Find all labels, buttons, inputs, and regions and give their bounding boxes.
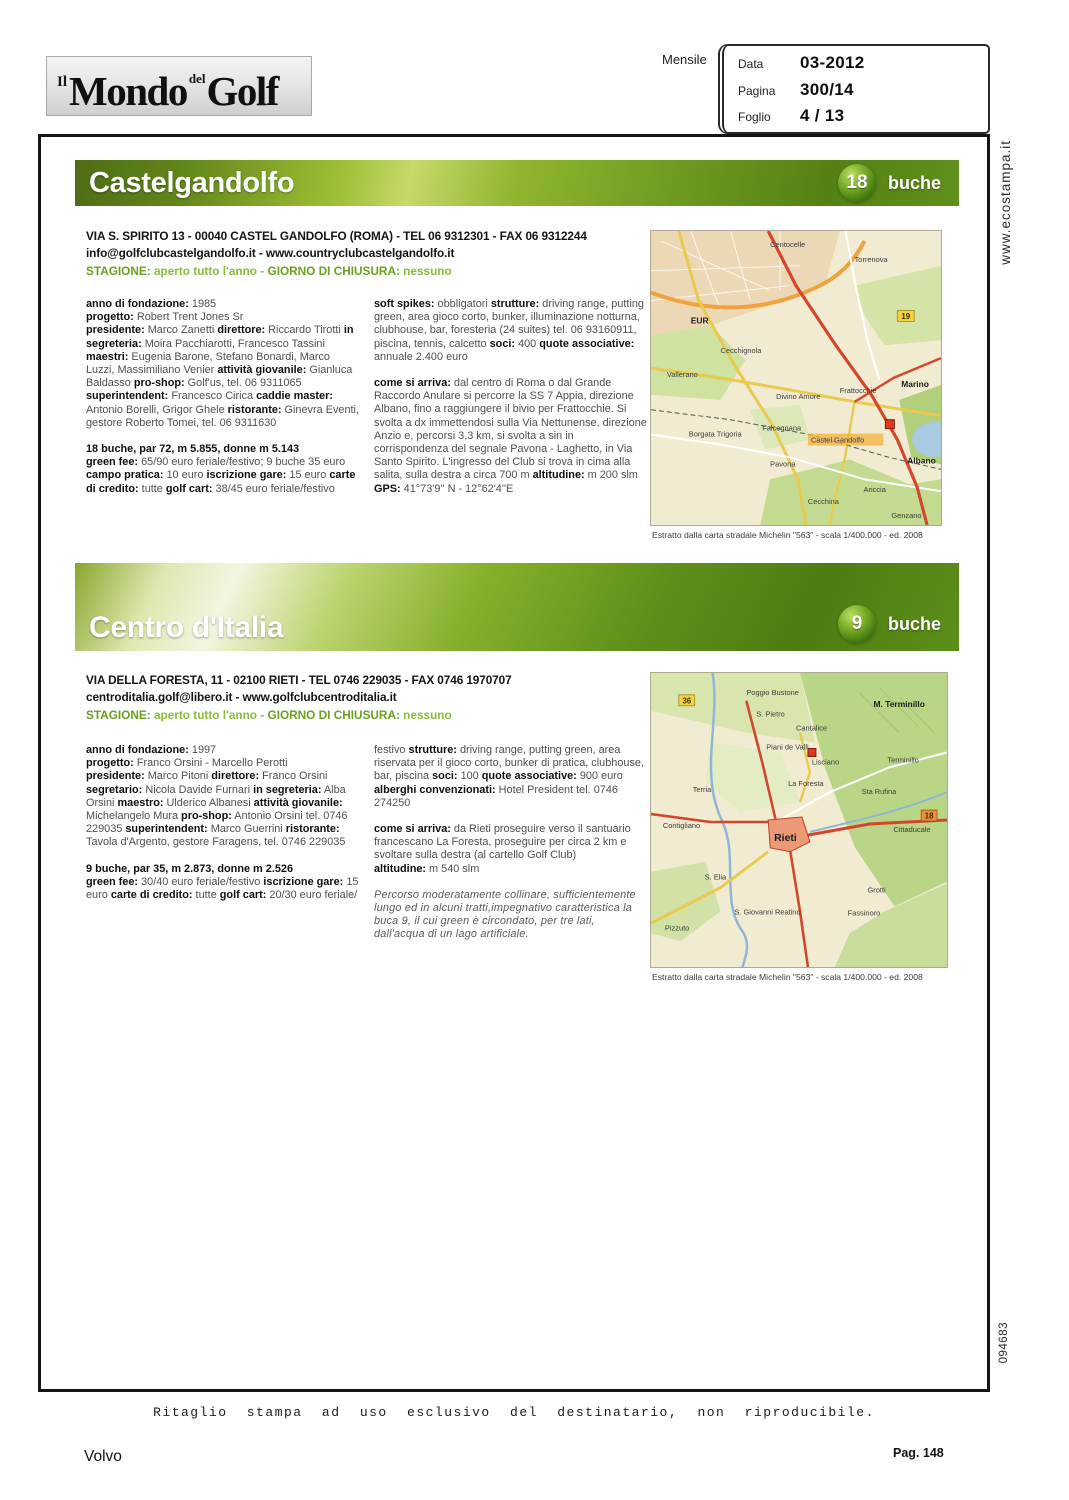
map-label: Contigliano [662,820,701,830]
map-label: Terria [692,785,712,795]
contact-block-centro-italia [86,672,512,724]
golf-club-marker [885,420,894,429]
section-title: Castelgandolfo [89,167,295,199]
map-label: M. Terminillo [873,698,925,709]
map-label: Fassinoro [847,908,881,918]
map-label: Poggio Bustone [746,687,799,697]
paragraph: presidente: Marco Zanetti direttore: Riccardo Tirotti in segreteria: Moira Pacchiarotti, Francesco Tassini maestri: Eugenia Barone, Stefano Bonardi, Marco Luzzi, Massimiliano Venier attività giovanile: Gianluca Baldasso pro-shop: Golf'us, tel. 06 9311065 superintendent: Francesco Cirica caddie master: Antonio Borelli, Grigor Ghele ristorante: Ginevra Eventi, gestore Roberto Tomei, tel. 06 9311630 [86,324,359,429]
map-extract-centro-italia [650,672,948,968]
map-label: Cantalice [796,723,828,733]
map-label: Grotti [867,885,886,895]
road-number: 19 [901,311,911,321]
section-banner-castelgandolfo [75,160,959,206]
contact-block-castelgandolfo [86,228,587,280]
logo-text-il: Il [57,74,68,90]
map-label: Divino Amore [776,391,821,401]
map-label: Marino [901,378,929,389]
ecostampa-url: www.ecostampa.it [998,140,1013,265]
season-line: STAGIONE: aperto tutto l'anno - GIORNO DI CHIUSURA: nessuno [86,708,452,722]
paragraph: anno di fondazione: 1997 [86,744,217,756]
address-line: VIA DELLA FORESTA, 11 - 02100 RIETI - TEL 0746 229035 - FAX 0746 1970707 [86,673,512,687]
map-label: Centocelle [770,239,806,249]
map-label: Castel Gandolfo [810,435,865,445]
article-column-left [86,744,360,942]
paragraph: 9 buche, par 35, m 2.873, donne m 2.526 [86,862,294,875]
holes-badge-group [838,164,941,202]
map-graphic [651,231,941,525]
logo-text-golf: Golf [206,68,278,115]
logo-text-del: del [188,71,206,86]
map-label: Piani de Valli [766,742,809,752]
map-label: La Foresta [788,779,824,789]
map-label: Pavona [770,459,796,469]
holes-label: buche [887,172,941,193]
article-columns-castelgandolfo [86,298,648,496]
map-caption: Estratto dalla carta stradale Michelin "563" - scala 1/400.000 - ed. 2008 [652,972,923,982]
map-label: Cittaducale [893,824,931,834]
map-label: S. Elia [704,872,727,882]
season-line: STAGIONE: aperto tutto l'anno - GIORNO DI CHIUSURA: nessuno [86,264,452,278]
meta-value-data: 03-2012 [800,53,865,72]
map-label: Vallerano [666,370,698,380]
map-label: Cecchina [807,497,839,507]
meta-label-pagina: Pagina [738,83,776,98]
map-label: Genzano [891,511,922,521]
paragraph: anno di fondazione: 1985 [86,298,217,310]
paragraph: altitudine: m 540 slm [374,862,480,875]
paragraph: festivo strutture: driving range, putting green, area riservata per il gioco corto, bunker di pratica, clubhouse, bar, piscina soci: 100 quote associative: 900 euro alberghi convenzionati: Hotel President tel. 0746 274250 [374,744,644,809]
paragraph: presidente: Marco Pitoni direttore: Franco Orsini segretario: Nicola Davide Furnari in segreteria: Alba Orsini maestro: Ulderico Albanesi attività giovanile: Michelangelo Mura pro-shop: Antonio Orsini tel. 0746 229035 superintendent: Marco Guerrini ristorante: Tavola d'Argento, gestore Faragens, tel. 0746 229035 [86,770,348,849]
map-label: S. Pietro [756,709,785,719]
paragraph: green fee: 30/40 euro feriale/festivo iscrizione gare: 15 euro carte di credito: tutte golf cart: 20/30 euro feriale/ [86,875,359,902]
paragraph: come si arriva: da Rieti proseguire verso il santuario francescano La Foresta, proseguire per circa 2 km e svoltare sulla destra (al cartello Golf Club) [374,823,631,862]
road-number-sign [897,310,914,321]
map-label: Ariccia [863,485,886,495]
reproduction-notice: Ritaglio stampa ad uso esclusivo del destinatario, non riproducibile. [153,1405,875,1420]
map-label: EUR [690,315,709,326]
map-label: Borgata Trigoria [688,429,742,439]
golf-club-marker [808,748,816,756]
map-label: Rieti [774,832,797,844]
meta-value-pagina: 300/14 [800,79,854,99]
frequency-label: Mensile [662,52,707,67]
article-column-right [374,744,648,942]
page-number: Pag. 148 [893,1446,944,1460]
road-number-sign [921,810,937,821]
paragraph: soft spikes: obbligatori strutture: driving range, putting green, area gioco corto, bunker, illuminazione notturna, clubhouse, bar, foresteria (24 suites) tel. 06 93160911, piscina, tennis, calcetto soci: 400 quote associative: annuale 2.400 euro [374,298,644,363]
paragraph: 18 buche, par 72, m 5.855, donne m 5.143 [86,443,300,456]
map-label: Cecchignola [720,346,762,356]
map-label: Lisciano [811,757,840,767]
meta-label-foglio: Foglio [738,110,771,124]
map-label: Pizzuto [664,923,690,933]
map-extract-castelgandolfo [650,230,942,526]
map-label: Sta Rufina [861,787,897,797]
brand-footer: Volvo [84,1448,122,1465]
holes-count-badge: 18 [838,164,876,202]
web-line: info@golfclubcastelgandolfo.it - www.countryclubcastelgandolfo.it [86,245,455,260]
paragraph: progetto: Robert Trent Jones Sr [86,311,244,324]
section-banner-centro-italia [75,563,959,651]
road-number-sign [679,695,695,706]
holes-count-badge: 9 [838,605,876,643]
paragraph: come si arriva: dal centro di Roma o dal Grande Raccordo Anulare si percorre la SS 7 Appia, direzione Albano, fino a raggiungere il bivio per Frattocchie. Si svolta a dx immettendosi sulla Via Nettunense, direzione Anzio e, percorsi 3,3 km, si svolta a sin in corrispondenza del segnale Pavona - Laghetto, in Via Santo Spirito. L'ingresso del Club si trova in cima alla salita, sulla destra a circa 700 m altitudine: m 200 slm GPS: 41°73'9'' N - 12°62'4''E [374,377,647,495]
map-label: Albano [907,455,936,466]
road-number: 18 [924,811,934,821]
address-line: VIA S. SPIRITO 13 - 00040 CASTEL GANDOLFO (ROMA) - TEL 06 9312301 - FAX 06 9312244 [86,229,587,243]
meta-label-data: Data [738,57,764,71]
magazine-logo [46,56,312,116]
meta-row-pagina [738,80,976,100]
map-label: Terminillo [887,755,919,765]
map-label: Torrenova [854,254,888,264]
holes-label: buche [887,613,941,634]
article-columns-centro-italia [86,744,648,942]
meta-row-foglio [738,106,976,126]
web-line: centroditalia.golf@libero.it - www.golfclubcentroditalia.it [86,689,397,704]
paragraph: progetto: Franco Orsini - Marcello Perotti [86,757,288,770]
paragraph: green fee: 65/90 euro feriale/festivo; 9 buche 35 euro campo pratica: 10 euro iscrizione gare: 15 euro carte di credito: tutte golf cart: 38/45 euro feriale/festivo [86,456,356,495]
map-caption: Estratto dalla carta stradale Michelin "563" - scala 1/400.000 - ed. 2008 [652,530,923,540]
logo-text-mondo: Mondo [69,68,187,115]
clipping-meta-box [718,44,990,134]
clipping-code: 094683 [998,1322,1010,1364]
meta-row-data [738,53,976,73]
holes-badge-group [838,605,941,643]
article-column-left [86,298,360,496]
paragraph: Percorso moderatamente collinare, sufficientemente lungo ed in alcuni tratti,impegnativo caratteristica la buca 9, il cui green è circondato, per tre lati, dall'acqua di un lago artificiale. [374,888,636,941]
section-title: Centro d'Italia [89,611,284,644]
article-column-right [374,298,648,496]
map-label: S. Giovanni Reatino [734,907,801,917]
map-graphic [651,673,947,967]
road-number: 36 [682,696,692,706]
map-label: Frattocchie [839,385,877,395]
meta-value-foglio: 4 / 13 [800,106,845,125]
map-label: Falcognana [762,423,802,433]
